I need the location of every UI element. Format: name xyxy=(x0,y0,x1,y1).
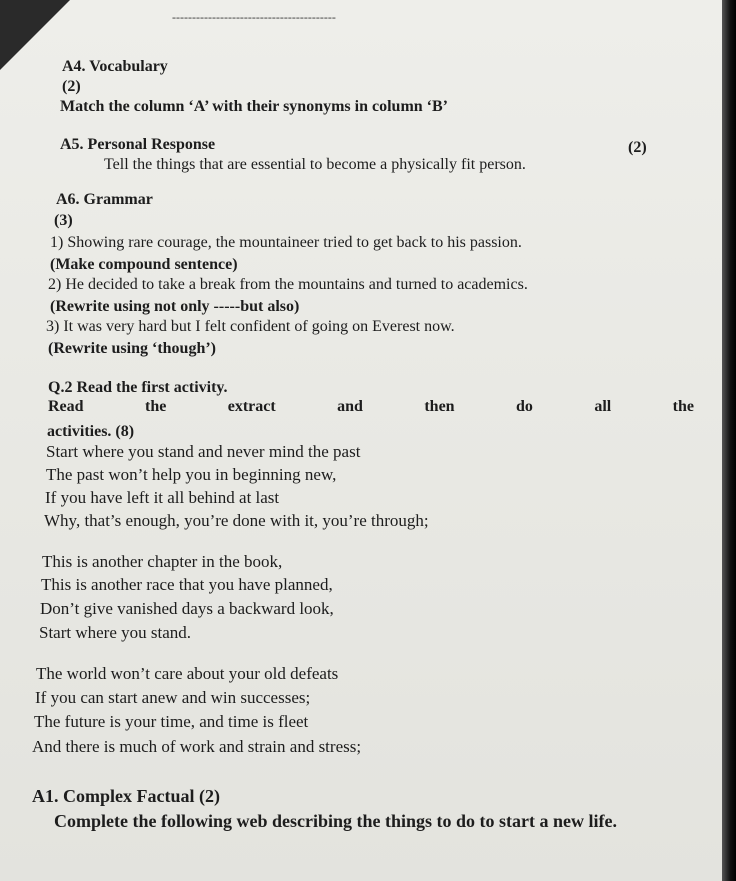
page-corner-shadow xyxy=(0,0,70,70)
q2-instruction-line xyxy=(48,398,694,416)
a6-title: A6. Grammar xyxy=(56,191,153,208)
a6-marks: (3) xyxy=(54,212,73,229)
poem-line: This is another race that you have planned, xyxy=(41,575,333,594)
q2-word: Read xyxy=(48,398,84,415)
poem-line: This is another chapter in the book, xyxy=(42,552,283,571)
a1-instruction: Complete the following web describing the things to do to start a new life. xyxy=(54,811,617,831)
page-edge-shadow xyxy=(722,0,736,881)
poem-line: The past won’t help you in beginning new, xyxy=(46,465,337,484)
poem-line: And there is much of work and strain and stress; xyxy=(32,737,362,756)
a6-item-1-sentence: 1) Showing rare courage, the mountaineer tried to get back to his passion. xyxy=(50,234,522,251)
a4-marks: (2) xyxy=(62,78,81,95)
poem-line: The world won’t care about your old defeats xyxy=(36,664,339,683)
separator-line: ----------------------------------------- xyxy=(172,10,336,24)
a4-instruction: Match the column ‘A’ with their synonyms in column ‘B’ xyxy=(60,98,448,115)
q2-word: the xyxy=(144,398,167,415)
poem-line: Start where you stand. xyxy=(39,623,192,642)
a6-item-1-task: (Make compound sentence) xyxy=(50,256,238,273)
a5-instruction: Tell the things that are essential to become a physically fit person. xyxy=(104,156,526,173)
poem-line: Don’t give vanished days a backward look, xyxy=(40,599,334,618)
q2-word: and xyxy=(337,398,363,415)
poem-line: The future is your time, and time is fleet xyxy=(34,712,309,731)
a5-title: A5. Personal Response xyxy=(60,136,216,153)
a6-item-2-sentence: 2) He decided to take a break from the mountains and turned to academics. xyxy=(48,276,528,293)
a1-title: A1. Complex Factual (2) xyxy=(32,786,220,806)
poem-line: Start where you stand and never mind the past xyxy=(46,442,361,461)
poem-line: If you have left it all behind at last xyxy=(45,488,280,507)
a6-item-2-task: (Rewrite using not only -----but also) xyxy=(50,298,300,315)
q2-word: all xyxy=(594,398,612,415)
q2-word: do xyxy=(516,398,533,415)
q2-instruction-end: activities. (8) xyxy=(47,423,135,440)
a5-marks: (2) xyxy=(628,139,647,156)
q2-title: Q.2 Read the first activity. xyxy=(48,379,228,396)
poem-line: If you can start anew and win successes; xyxy=(35,688,311,707)
a6-item-3-task: (Rewrite using ‘though’) xyxy=(48,340,216,357)
a4-title: A4. Vocabulary xyxy=(62,58,168,75)
q2-word: extract xyxy=(227,398,276,415)
a6-item-3-sentence: 3) It was very hard but I felt confident of going on Everest now. xyxy=(46,318,455,335)
q2-word: the xyxy=(672,398,694,415)
poem-line: Why, that’s enough, you’re done with it, you’re through; xyxy=(44,511,429,530)
q2-word: then xyxy=(424,398,455,415)
